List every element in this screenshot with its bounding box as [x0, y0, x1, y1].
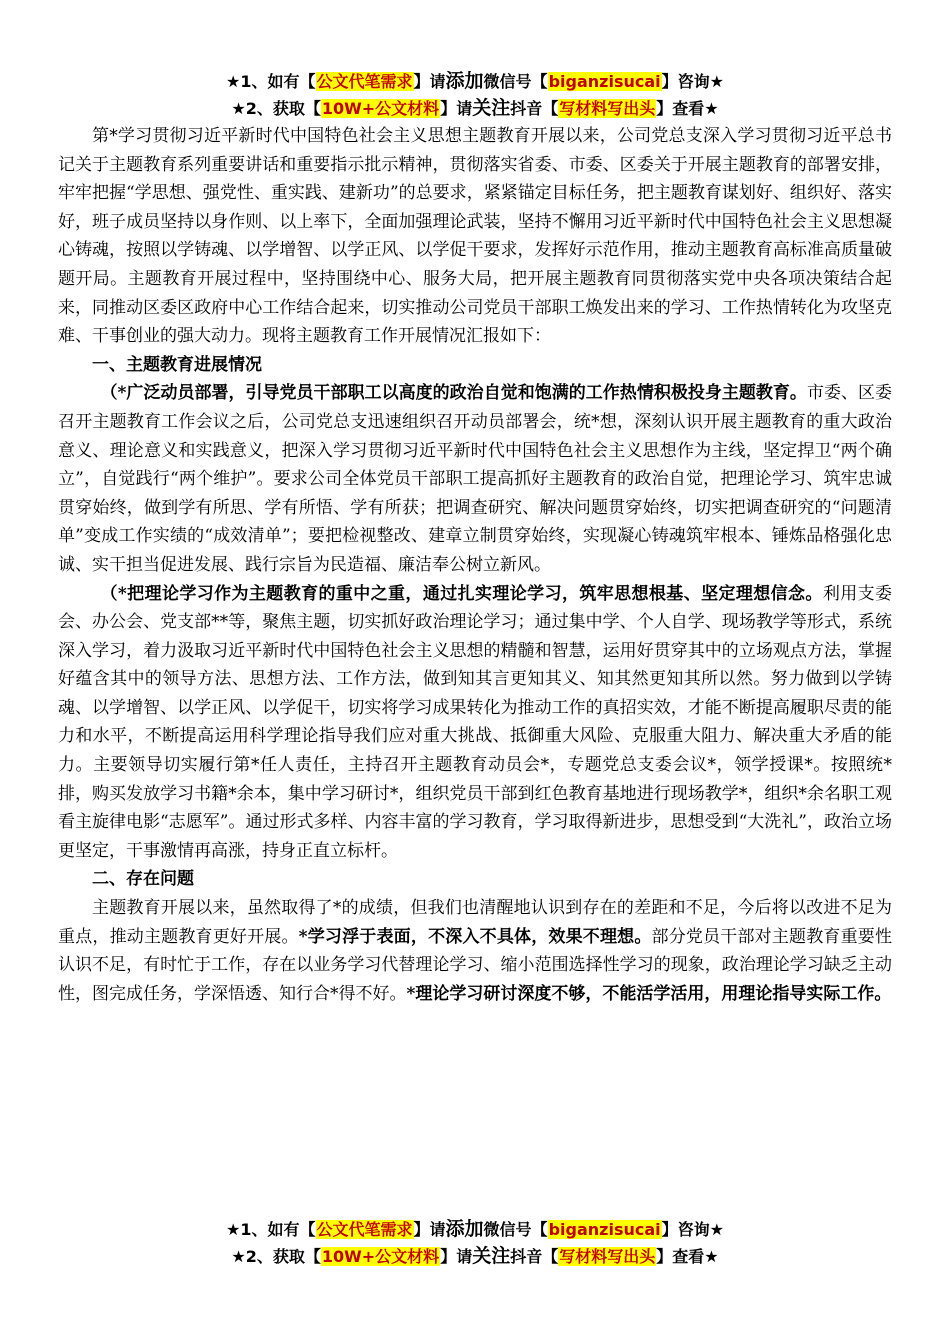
banner-text: 微信号【	[483, 72, 548, 91]
document-page	[58, 68, 892, 1008]
section-heading-2: 二、存在问题	[92, 869, 194, 890]
banner-text: 】请	[440, 99, 473, 118]
banner-text: 】咨询★	[661, 72, 724, 91]
banner-highlight: 10W+公文材料	[321, 1247, 440, 1266]
intro-paragraph: 第*学习贯彻习近平新时代中国特色社会主义思想主题教育开展以来，公司党总支深入学习贯彻习近平总书记关于主题教育系列重要讲话和重要指示批示精神，贯彻落实省委、市委、区委关于开展主题教育的部署安排，牢牢把握“学思想、强党性、重实践、建新功”的总要求，紧紧锚定目标任务，把主题教育谋划好、组织好、落实好，班子成员坚持以身作则、以上率下，全面加强理论武装，坚持不懈用习近平新时代中国特色社会主义思想凝心铸魂，按照以学铸魂、以学增智、以学正风、以学促干要求，发挥好示范作用，推动主题教育高标准高质量破题开局。主题教育开展过程中，坚持围绕中心、服务大局，把开展主题教育同贯彻落实党中央各项决策结合起来，同推动区委区政府中心工作结合起来，切实推动公司党员干部职工焕发出来的学习、工作热情转化为攻坚克难、干事创业的强大动力。现将主题教育工作开展情况汇报如下：	[58, 126, 892, 347]
banner-text: 】请	[413, 72, 446, 91]
paragraph-1-text: 市委、区委召开主题教育工作会议之后，公司党总支迅速组织召开动员部署会，统*想，深刻认识开展主题教育的重大政治意义、理论意义和实践意义，把深入学习贯彻习近平新时代中国特色社会主义思想作为主线，坚定捍卫“两个确立”，自觉践行“两个维护”。要求公司全体党员干部职工提高抓好主题教育的政治自觉，把理论学习、筑牢忠诚贯穿始终，做到学有所思、学有所悟、学有所获；把调查研究、解决问题贯穿始终，切实把调查研究的“问题清单”变成工作实绩的“成效清单”；要把检视整改、建章立制贯穿始终，实现凝心铸魂筑牢根本、锤炼品格强化忠诚、实干担当促进发展、践行宗旨为民造福、廉洁奉公树立新风。	[58, 383, 893, 575]
section-heading-1: 一、主题教育进展情况	[92, 354, 262, 375]
banner-text: 】查看★	[656, 1247, 719, 1266]
banner-line-1	[58, 1216, 892, 1243]
banner-line-2	[58, 1243, 892, 1270]
banner-emphasis: 添加	[445, 70, 484, 92]
banner-highlight: 写材料写出头	[559, 99, 656, 118]
banner-text: 抖音【	[510, 99, 559, 118]
banner-line-2	[58, 95, 892, 122]
banner-text: 】咨询★	[661, 1220, 724, 1239]
banner-text: ★2、获取【	[231, 1247, 321, 1266]
banner-text: 】请	[413, 1220, 446, 1239]
banner-line-1	[58, 68, 892, 95]
banner-highlight: biganzisucai	[548, 72, 661, 91]
banner-emphasis: 关注	[472, 97, 511, 119]
bottom-banner	[58, 1216, 892, 1270]
paragraph-2-text: 利用支委会、办公会、党支部**等，聚焦主题，切实抓好政治理论学习；通过集中学、个人自学、现场教学等形式，系统深入学习，着力汲取习近平新时代中国特色社会主义思想的精髓和智慧，运用好贯穿其中的立场观点方法，掌握好蕴含其中的领导方法、思想方法、工作方法，做到知其言更知其义、知其然更知其所以然。努力做到以学铸魂、以学增智、以学正风、以学促干，切实将学习成果转化为推动工作的真招实效，才能不断提高履职尽责的能力和水平，不断提高运用科学理论指导我们应对重大挑战、抵御重大风险、克服重大阻力、解决重大矛盾的能力。主要领导切实履行第*任人责任，主持召开主题教育动员会*，专题党总支委会议*，领学授课*。按照统*排，购买发放学习书籍*余本，集中学习研讨*，组织党员干部到红色教育基地进行现场教学*，组织*余名职工观看主旋律电影“志愿军”。通过形式多样、内容丰富的学习教育，学习取得新进步，思想受到“大洗礼”，政治立场更坚定，干事激情再高涨，持身正直立标杆。	[58, 583, 893, 861]
paragraph-1-lead: （*广泛动员部署，引导党员干部职工以高度的政治自觉和饱满的工作热情积极投身主题教育。	[100, 383, 807, 404]
top-banner	[58, 68, 892, 122]
banner-text: 】请	[440, 1247, 473, 1266]
paragraph-3-point-1: *学习浮于表面，不深入不具体，效果不理想。	[298, 926, 652, 947]
banner-text: 】查看★	[656, 99, 719, 118]
paragraph-3-text: 主题教育开展以来，虽然取得了*的成绩，但我们也清醒地认识到存在的差距和不足，今后将以改进不足为重点，推动主题教育更好开展。	[58, 898, 892, 947]
banner-emphasis: 添加	[445, 1218, 484, 1240]
paragraph-3-text-2: 部分党员干部对主题教育重要性认识不足，有时忙于工作，存在以业务学习代替理论学习、缩小范围选择性学习的现象，政治理论学习缺乏主动性，图完成任务，学深悟透、知行合*得不好。	[58, 926, 892, 1004]
banner-text: ★2、获取【	[231, 99, 321, 118]
paragraph-3	[58, 894, 892, 1008]
banner-text: 微信号【	[483, 1220, 548, 1239]
paragraph-1	[58, 379, 892, 579]
banner-highlight: 公文代笔需求	[316, 72, 413, 91]
paragraph-3-point-2: *理论学习研讨深度不够，不能活学活用，用理论指导实际工作。	[406, 983, 892, 1004]
banner-text: ★1、如有【	[226, 72, 316, 91]
banner-text: ★1、如有【	[226, 1220, 316, 1239]
paragraph-2	[58, 580, 892, 866]
banner-text: 抖音【	[510, 1247, 559, 1266]
banner-highlight: biganzisucai	[548, 1220, 661, 1239]
paragraph-2-lead: （*把理论学习作为主题教育的重中之重，通过扎实理论学习，筑牢思想根基、坚定理想信念。	[100, 583, 823, 604]
banner-highlight: 公文代笔需求	[316, 1220, 413, 1239]
banner-emphasis: 关注	[472, 1245, 511, 1267]
banner-highlight: 写材料写出头	[559, 1247, 656, 1266]
banner-highlight: 10W+公文材料	[321, 99, 440, 118]
